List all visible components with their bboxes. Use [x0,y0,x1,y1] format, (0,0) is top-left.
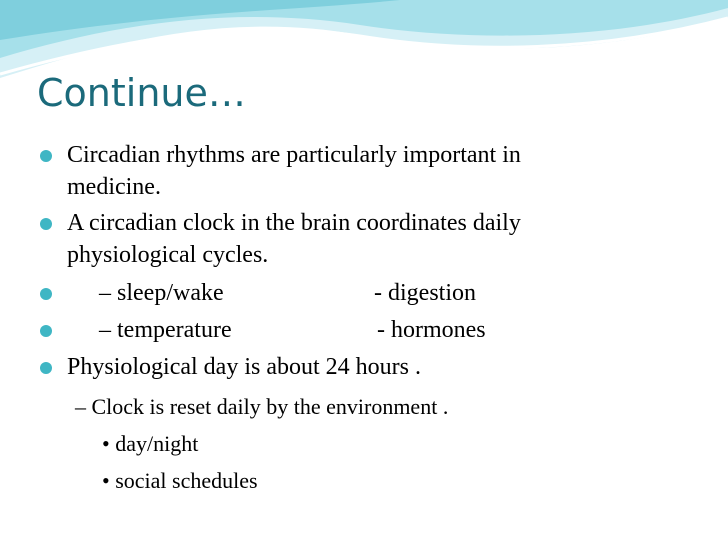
bullet-text: medicine. [67,174,161,200]
bullet-icon [40,150,52,162]
sub-sub-bullet-text: • social schedules [102,468,258,493]
sub-bullet-text: – Clock is reset daily by the environment . [75,394,449,419]
bullet-col2: - digestion [374,280,476,306]
bullet-text: physiological cycles. [67,242,269,268]
bullet-col1: – sleep/wake [99,280,224,306]
bullet-col2: - hormones [377,317,486,343]
bullet-col1: – temperature [99,317,232,343]
sub-sub-bullet-text: • day/night [102,431,199,456]
bullet-text: Circadian rhythms are particularly important in [67,142,521,168]
bullet-icon [40,362,52,374]
bullet-text: Physiological day is about 24 hours . [67,354,421,380]
bullet-icon [40,288,52,300]
bullet-icon [40,218,52,230]
slide-title: Continue… [37,71,246,115]
bullet-text: A circadian clock in the brain coordinates daily [67,210,521,236]
bullet-icon [40,325,52,337]
